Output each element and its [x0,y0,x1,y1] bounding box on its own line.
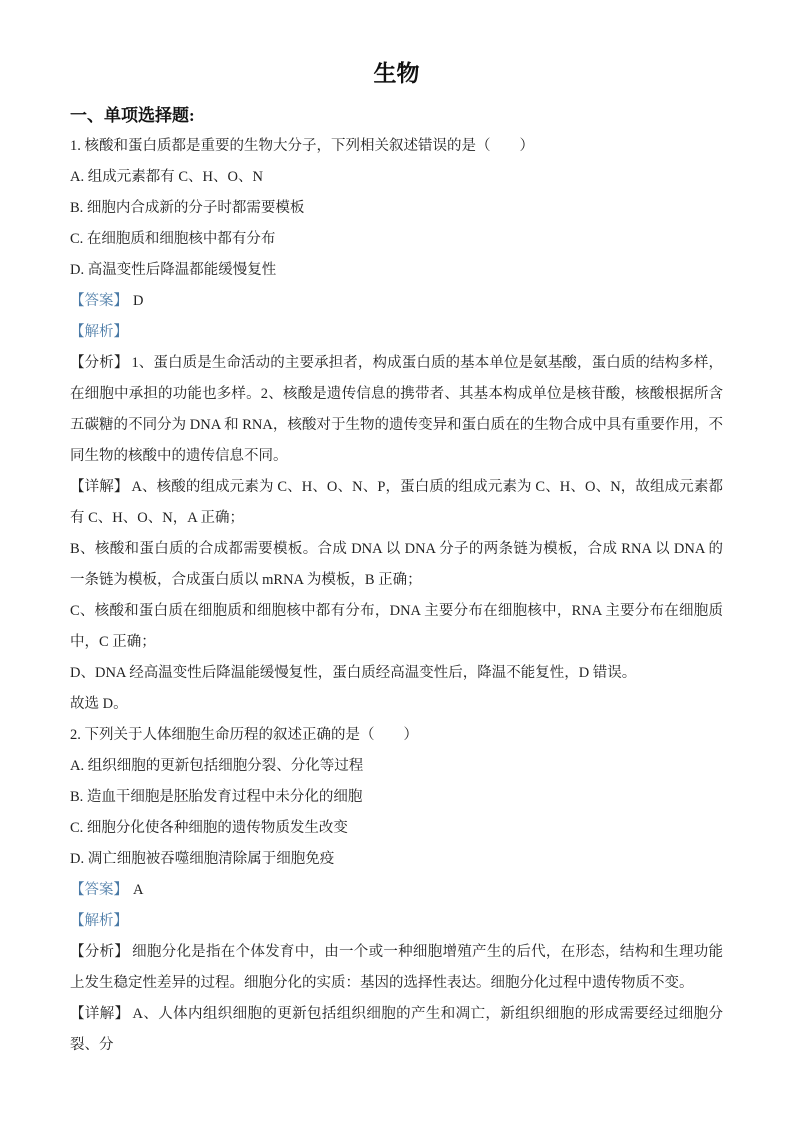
analysis-text: 1、蛋白质是生命活动的主要承担者，构成蛋白质的基本单位是氨基酸，蛋白质的结构多样，在细胞中承担的功能也多样。2、核酸是遗传信息的携带者、其基本构成单位是核苷酸，核酸根据所含五碳糖的不同分为 DNA 和 RNA，核酸对于生物的遗传变异和蛋白质在的生物合成中具有重要作用，不同生物的核酸中的遗传信息不同。 [70,355,724,464]
question-1-detail-c: C、核酸和蛋白质在细胞质和细胞核中都有分布，DNA 主要分布在细胞核中，RNA 主要分布在细胞质中，C 正确； [70,603,723,650]
answer-value: D [133,293,144,309]
answer-label: 【答案】 [70,293,128,309]
analysis-text: 细胞分化是指在个体发育中，由一个或一种细胞增殖产生的后代，在形态，结构和生理功能上发生稳定性差异的过程。细胞分化的实质：基因的选择性表达。细胞分化过程中遗传物质不变。 [70,944,724,991]
question-1-answer-line [70,286,723,317]
question-1-detail-a [70,472,723,534]
question-1-detail-b: B、核酸和蛋白质的合成都需要模板。合成 DNA 以 DNA 分子的两条链为模板，合成 RNA 以 DNA 的一条链为模板，合成蛋白质以 mRNA 为模板，B 正确； [70,541,723,588]
question-2-explanation-line [70,906,723,937]
question-2-stem: 2. 下列关于人体细胞生命历程的叙述正确的是（ ） [70,727,418,743]
question-1-detail-d: D、DNA 经高温变性后降温能缓慢复性，蛋白质经高温变性后，降温不能复性，D 错误。 [70,665,637,681]
detail-text-a: A、人体内组织细胞的更新包括组织细胞的产生和凋亡，新组织细胞的形成需要经过细胞分裂、分 [70,1006,724,1053]
section-heading: 一、单项选择题: [70,106,195,125]
question-2-detail-a [70,999,723,1061]
explanation-label: 【解析】 [70,913,128,929]
question-1-explanation-line [70,317,723,348]
explanation-label: 【解析】 [70,324,128,340]
answer-value: A [133,882,144,898]
answer-label: 【答案】 [70,882,128,898]
question-1-option-b: B. 细胞内合成新的分子时都需要模板 [70,200,305,216]
question-2-option-c: C. 细胞分化使各种细胞的遗传物质发生改变 [70,820,348,836]
document-title: 生物 [373,61,420,86]
question-2-option-d: D. 凋亡细胞被吞噬细胞清除属于细胞免疫 [70,851,335,867]
analysis-label: 【分析】 [70,944,130,960]
question-2-answer-line [70,875,723,906]
question-2-analysis [70,937,723,999]
question-2 [70,720,723,1061]
question-1-conclusion: 故选 D。 [70,696,128,712]
detail-label: 【详解】 [70,1006,130,1022]
question-1 [70,131,723,720]
detail-text-a: A、核酸的组成元素为 C、H、O、N、P，蛋白质的组成元素为 C、H、O、N，故组成元素都有 C、H、O、N，A 正确； [70,479,723,526]
question-1-analysis [70,348,723,472]
question-1-option-d: D. 高温变性后降温都能缓慢复性 [70,262,277,278]
question-1-option-a: A. 组成元素都有 C、H、O、N [70,169,263,185]
question-1-stem: 1. 核酸和蛋白质都是重要的生物大分子，下列相关叙述错误的是（ ） [70,138,534,154]
question-1-option-c: C. 在细胞质和细胞核中都有分布 [70,231,276,247]
question-2-option-b: B. 造血干细胞是胚胎发育过程中未分化的细胞 [70,789,363,805]
analysis-label: 【分析】 [70,355,129,371]
question-2-option-a: A. 组织细胞的更新包括细胞分裂、分化等过程 [70,758,364,774]
detail-label: 【详解】 [70,479,129,495]
